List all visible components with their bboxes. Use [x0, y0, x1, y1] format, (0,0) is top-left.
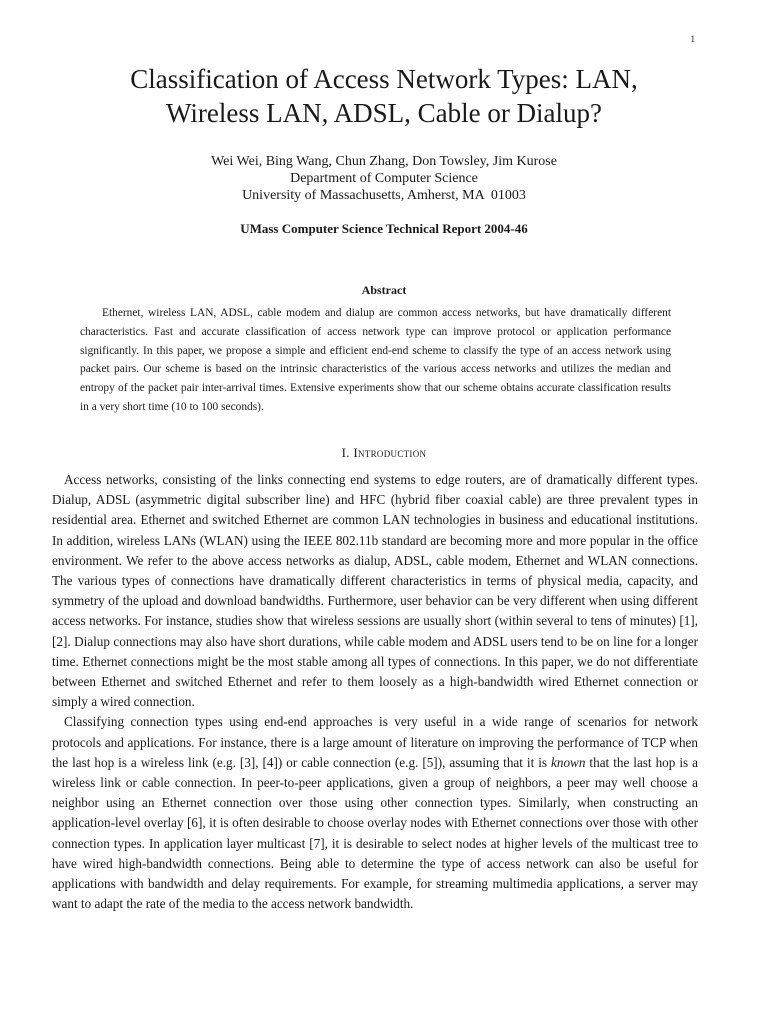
tech-report-label: UMass Computer Science Technical Report 2004-46 — [240, 221, 528, 236]
paragraph-2-text-b: that the last hop is a wireless link or cable connection. In peer-to-peer applications, given a group of neighbors, a peer may well choose a neighbor using an Ethernet connection over those using other connection types. Similarly, when constructing an application-level overlay [6], it is often desirable to choose overlay nodes with Ethernet connections over those with other connection types. In application layer multicast [7], it is desirable to select nodes at higher levels of the multicast tree to have wired high-bandwidth connections. Being able to determine the type of access network can also be useful for applications with bandwidth and delay requirements. For example, for streaming multimedia applications, a server may want to adapt the rate of the media to the access network bandwidth. — [52, 754, 698, 912]
section-number: I. — [341, 445, 350, 460]
abstract-heading: Abstract — [361, 283, 407, 297]
abstract-body: Ethernet, wireless LAN, ADSL, cable modem and dialup are common access networks, but have dramatically different characteristics. Fast and accurate classification of access network type can improve protocol or application performance significantly. In this paper, we propose a simple and efficient end-end scheme to classify the type of an access network using packet pairs. Our scheme is based on the intrinsic characteristics of the various access networks and utilizes the median and entropy of the packet pair inter-arrival times. Extensive experiments show that our scheme obtains accurate classification results in a very short time (10 to 100 seconds). — [80, 307, 671, 413]
author-names: Wei Wei, Bing Wang, Chun Zhang, Don Towsley, Jim Kurose — [211, 154, 557, 169]
page-number: 1 — [690, 34, 695, 44]
emphasis-known: known — [551, 754, 586, 770]
intro-paragraph-1: Access networks, consisting of the links connecting end systems to edge routers, are of dramatically different types. Dialup, ADSL (asymmetric digital subscriber line) and HFC (hybrid fiber coaxial cable) are three prevalent types in residential area. Ethernet and switched Ethernet are common LAN technologies in business and educational institutions. In addition, wireless LANs (WLAN) using the IEEE 802.11b standard are becoming more and more popular in the office environment. We refer to the above access networks as dialup, ADSL, cable modem, Ethernet and WLAN connections. The various types of connections have dramatically different characteristics in terms of physical media, capacity, and symmetry of the upload and download bandwidths. Furthermore, user behavior can be very different when using different access networks. For instance, studies show that wireless sessions are usually short (within several to tens of minutes) [1], [2]. Dialup connections may also have short durations, while cable modem and ADSL users tend to be on line for a longer time. Ethernet connections might be the most stable among all types of connections. In this paper, we do not differentiate between Ethernet and switched Ethernet and refer to them loosely as a high-bandwidth wired Ethernet connection or simply a wired connection. — [52, 472, 698, 710]
title-line-2: Wireless LAN, ADSL, Cable or Dialup? — [165, 98, 603, 128]
section-heading — [0, 445, 768, 461]
section-title: Introduction — [353, 445, 427, 460]
author-block — [0, 153, 768, 204]
introduction-body — [52, 470, 698, 914]
title-line-1: Classification of Access Network Types: LAN, — [130, 64, 638, 94]
author-university: University of Massachusetts, Amherst, MA 01003 — [242, 188, 526, 203]
paper-title — [0, 62, 768, 130]
paragraph-2-text-a: Classifying connection types using end-end approaches is very useful in a wide range of scenarios for network protocols and applications. For instance, there is a large amount of literature on improving the performance of TCP when the last hop is a wireless link (e.g. [3], [4]) or cable connection (e.g. [5]), assuming that it is — [52, 714, 698, 770]
intro-paragraph-2 — [52, 712, 698, 914]
author-department: Department of Computer Science — [290, 171, 478, 186]
